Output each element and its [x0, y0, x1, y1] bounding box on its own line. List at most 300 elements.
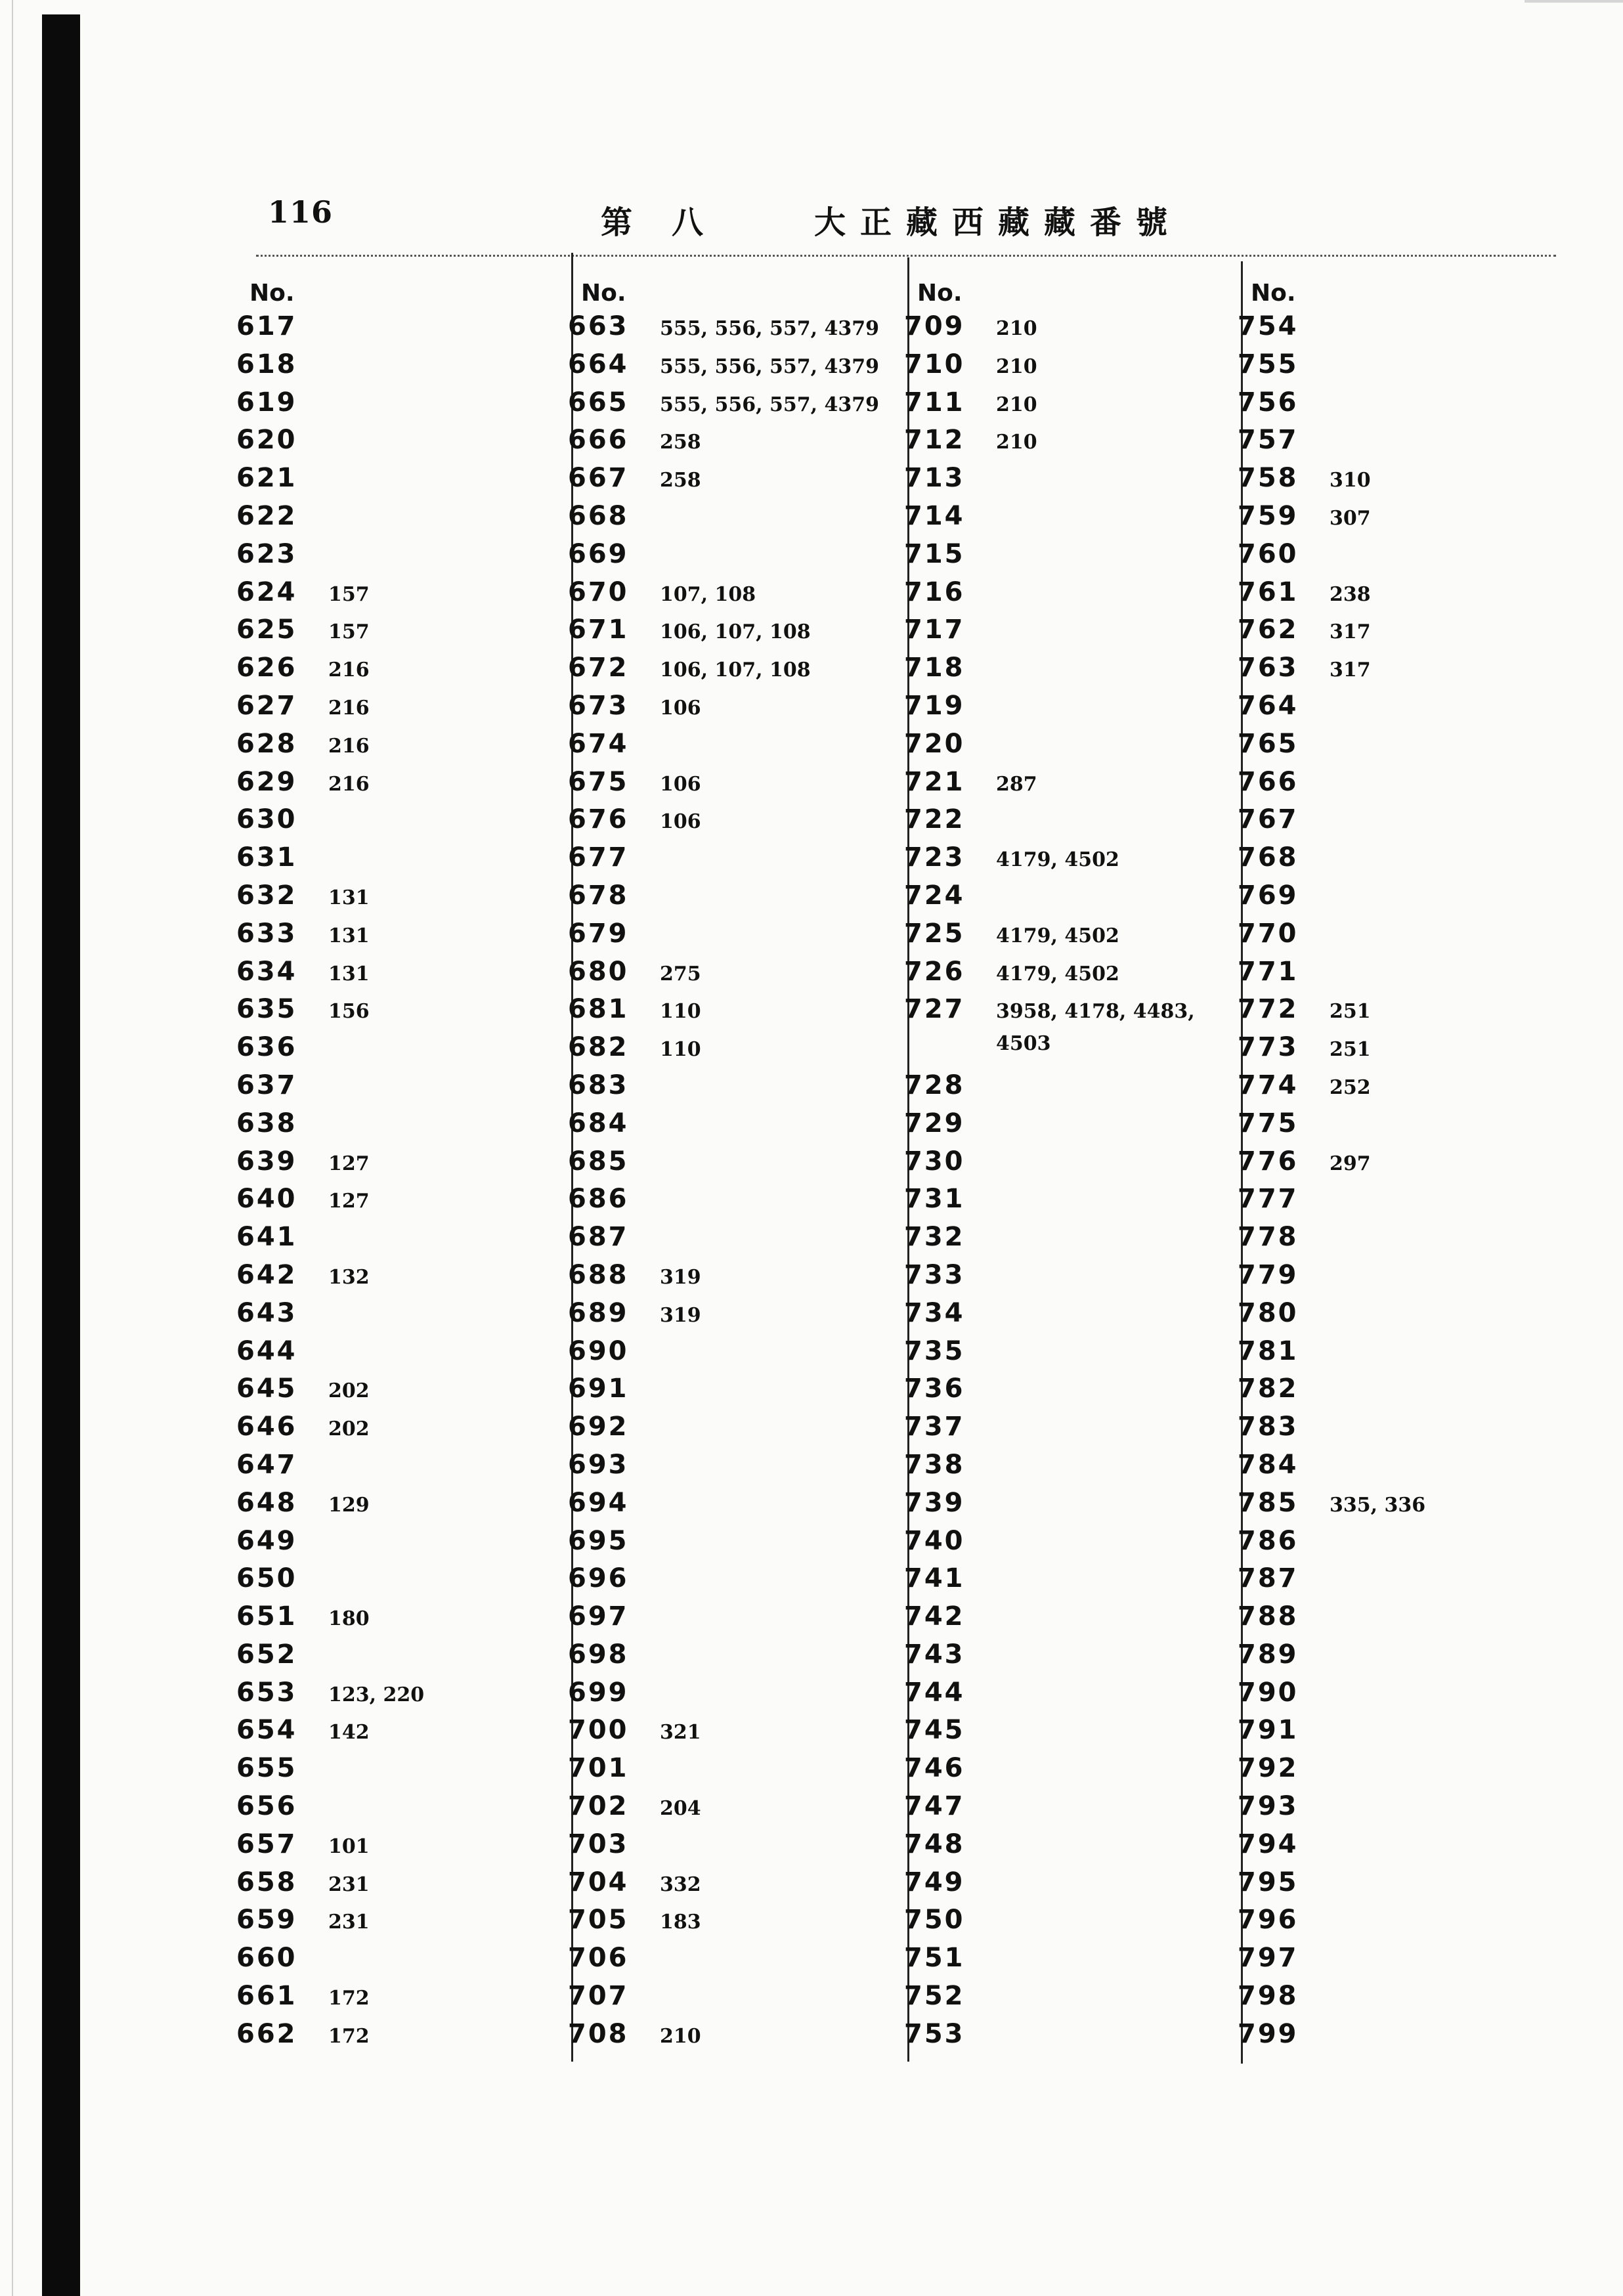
entry-number: 694: [568, 1487, 629, 1518]
entry-number: 628: [236, 728, 297, 759]
entry-number: 646: [236, 1412, 297, 1442]
entry-number: 765: [1238, 728, 1299, 759]
entry-number: 755: [1238, 349, 1299, 379]
index-entry: [568, 842, 890, 880]
index-entry: [568, 501, 890, 539]
entry-number: 684: [568, 1108, 629, 1138]
page-number: 116: [268, 194, 334, 230]
index-entry: [904, 2019, 1226, 2057]
entry-number: 782: [1238, 1374, 1299, 1404]
index-entry: [568, 1829, 890, 1867]
index-entry: [236, 1563, 558, 1601]
index-entry: [236, 463, 558, 501]
entry-number: 797: [1238, 1943, 1299, 1974]
entry-number: 636: [236, 1032, 297, 1063]
index-entry: [568, 1753, 890, 1791]
entry-references: 202: [328, 1418, 370, 1441]
index-entry: [904, 577, 1226, 615]
entry-number: 648: [236, 1487, 297, 1518]
index-entry: [568, 1070, 890, 1108]
entry-references: 106, 107, 108: [660, 659, 811, 682]
index-entry: [568, 387, 890, 425]
index-entry: [568, 539, 890, 577]
column-heading: No.: [249, 280, 295, 307]
index-entry: [904, 1715, 1226, 1753]
index-entry: [1238, 842, 1559, 880]
index-entry: [568, 1222, 890, 1260]
index-entry: [1238, 349, 1559, 387]
entry-number: 626: [236, 653, 297, 683]
index-entry: [568, 1526, 890, 1564]
entry-references: 106, 107, 108: [660, 620, 811, 644]
entry-number: 721: [904, 766, 965, 797]
index-entry: [1238, 957, 1559, 995]
entry-number: 652: [236, 1639, 297, 1670]
index-entry: [904, 957, 1226, 995]
index-entry: [568, 1450, 890, 1488]
entry-references: 335, 336: [1330, 1493, 1426, 1517]
entry-number: 710: [904, 349, 965, 379]
index-entry: [1238, 539, 1559, 577]
index-entry: [904, 501, 1226, 539]
top-edge-rule: [1525, 0, 1623, 3]
entry-number: 776: [1238, 1146, 1299, 1177]
entry-references: 132: [328, 1265, 370, 1289]
entry-number: 785: [1238, 1487, 1299, 1518]
entry-number: 729: [904, 1108, 965, 1138]
index-entry: [568, 1336, 890, 1374]
index-entry: [1238, 1829, 1559, 1867]
index-entry: [904, 1222, 1226, 1260]
index-entry: [1238, 311, 1559, 349]
entry-number: 689: [568, 1297, 629, 1328]
index-entry: [1238, 1601, 1559, 1639]
index-entry: [236, 1146, 558, 1184]
entry-number: 632: [236, 880, 297, 911]
entry-number: 753: [904, 2018, 965, 2049]
index-entry: [904, 1070, 1226, 1108]
entry-number: 796: [1238, 1905, 1299, 1936]
entry-references: 317: [1330, 659, 1371, 682]
entry-number: 698: [568, 1639, 629, 1670]
index-entry: [1238, 1905, 1559, 1943]
index-entry: [904, 1412, 1226, 1450]
entry-number: 688: [568, 1259, 629, 1290]
entry-number: 682: [568, 1032, 629, 1063]
entry-number: 747: [904, 1791, 965, 1822]
index-entry: [904, 1032, 1226, 1070]
index-entry: [904, 1943, 1226, 1981]
entry-number: 771: [1238, 956, 1299, 987]
entry-number: 704: [568, 1867, 629, 1897]
entry-references: 297: [1330, 1152, 1371, 1175]
entry-references: 129: [328, 1493, 370, 1517]
entry-references: 123, 220: [328, 1683, 425, 1706]
entry-number: 708: [568, 2018, 629, 2049]
entry-number: 657: [236, 1829, 297, 1859]
entry-references: 210: [996, 317, 1037, 340]
index-entry: [904, 1146, 1226, 1184]
index-entry: [236, 1753, 558, 1791]
index-entry: [904, 463, 1226, 501]
entry-references: 210: [660, 2024, 701, 2048]
index-entry: [904, 767, 1226, 805]
entry-number: 756: [1238, 387, 1299, 418]
entry-references: 216: [328, 696, 370, 720]
index-entry: [1238, 1715, 1559, 1753]
index-entry: [1238, 1260, 1559, 1298]
index-entry: [1238, 1753, 1559, 1791]
chapter-label: 第八: [601, 204, 743, 241]
index-entry: [236, 767, 558, 805]
index-entry: [904, 880, 1226, 919]
entry-number: 758: [1238, 463, 1299, 494]
entry-references: 202: [328, 1379, 370, 1403]
entry-number: 706: [568, 1943, 629, 1974]
entry-references: 127: [328, 1152, 370, 1175]
entry-number: 764: [1238, 690, 1299, 721]
index-entry: [568, 1601, 890, 1639]
index-entry: [904, 994, 1226, 1032]
entry-number: 675: [568, 766, 629, 797]
entry-number: 661: [236, 1981, 297, 2012]
index-entry: [904, 729, 1226, 767]
index-entry: [236, 1715, 558, 1753]
entry-number: 679: [568, 918, 629, 949]
index-entry: [568, 957, 890, 995]
index-entry: [904, 1526, 1226, 1564]
index-entry: [236, 1108, 558, 1146]
index-entry: [904, 1791, 1226, 1829]
entry-number: 790: [1238, 1677, 1299, 1708]
index-entry: [1238, 1412, 1559, 1450]
entry-references: 252: [1330, 1075, 1371, 1099]
index-entry: [236, 1412, 558, 1450]
entry-number: 767: [1238, 804, 1299, 835]
index-entry: [904, 1639, 1226, 1678]
entry-number: 701: [568, 1753, 629, 1784]
entry-number: 709: [904, 311, 965, 341]
entry-number: 788: [1238, 1601, 1299, 1632]
index-entry: [236, 1791, 558, 1829]
entry-number: 654: [236, 1715, 297, 1746]
entry-references: 251: [1330, 1038, 1371, 1062]
index-entry: [236, 1601, 558, 1639]
index-entry: [568, 691, 890, 729]
index-entry: [1238, 1450, 1559, 1488]
entry-number: 730: [904, 1146, 965, 1177]
entry-number: 671: [568, 615, 629, 645]
entry-number: 798: [1238, 1981, 1299, 2012]
entry-references: 231: [328, 1873, 370, 1896]
entry-number: 714: [904, 500, 965, 531]
index-entry: [904, 919, 1226, 957]
index-entry: [568, 1905, 890, 1943]
entry-number: 659: [236, 1905, 297, 1936]
entry-references: 319: [660, 1303, 701, 1327]
entry-number: 778: [1238, 1222, 1299, 1253]
index-entry: [904, 1981, 1226, 2019]
entry-number: 775: [1238, 1108, 1299, 1138]
index-entry: [904, 1450, 1226, 1488]
entry-number: 635: [236, 994, 297, 1025]
index-entry: [1238, 729, 1559, 767]
index-entry: [904, 804, 1226, 842]
entry-number: 748: [904, 1829, 965, 1859]
entry-number: 746: [904, 1753, 965, 1784]
entry-number: 707: [568, 1981, 629, 2012]
index-entry: [236, 1070, 558, 1108]
index-entry: [568, 804, 890, 842]
index-entry: [568, 1032, 890, 1070]
index-entry: [1238, 1791, 1559, 1829]
entry-references: 101: [328, 1834, 370, 1858]
index-entry: [904, 1108, 1226, 1146]
index-entry: [904, 1563, 1226, 1601]
entry-number: 799: [1238, 2018, 1299, 2049]
entry-number: 624: [236, 576, 297, 607]
index-entry: [1238, 1981, 1559, 2019]
entry-references: 555, 556, 557, 4379: [660, 393, 880, 416]
entry-number: 726: [904, 956, 965, 987]
entry-number: 727: [904, 994, 965, 1025]
entry-number: 669: [568, 538, 629, 569]
index-entry: [236, 1678, 558, 1716]
entry-references: 310: [1330, 469, 1371, 492]
entry-number: 638: [236, 1108, 297, 1138]
index-entry: [568, 1867, 890, 1905]
index-entry: [236, 1222, 558, 1260]
index-entry: [236, 729, 558, 767]
index-entry: [568, 1488, 890, 1526]
entry-number: 623: [236, 538, 297, 569]
index-entry: [236, 1488, 558, 1526]
entry-number: 639: [236, 1146, 297, 1177]
entry-references: 317: [1330, 620, 1371, 644]
index-entry: [568, 1260, 890, 1298]
index-entry: [568, 463, 890, 501]
entry-number: 743: [904, 1639, 965, 1670]
entry-references: 238: [1330, 582, 1371, 606]
index-entry: [568, 577, 890, 615]
index-entry: [568, 767, 890, 805]
entry-references: 110: [660, 1038, 701, 1062]
entry-number: 696: [568, 1563, 629, 1594]
entry-number: 640: [236, 1184, 297, 1215]
index-entry: [236, 349, 558, 387]
entry-number: 752: [904, 1981, 965, 2012]
entry-number: 742: [904, 1601, 965, 1632]
entry-number: 772: [1238, 994, 1299, 1025]
index-entry: [904, 1678, 1226, 1716]
index-entry: [1238, 577, 1559, 615]
entry-references: 258: [660, 431, 701, 454]
entry-number: 766: [1238, 766, 1299, 797]
index-entry: [904, 539, 1226, 577]
index-entry: [904, 1753, 1226, 1791]
entry-number: 715: [904, 538, 965, 569]
entry-references: 275: [660, 962, 701, 986]
entry-number: 658: [236, 1867, 297, 1897]
entry-references: 110: [660, 1000, 701, 1024]
binding-shadow-bar: [42, 14, 80, 2296]
index-entry: [236, 1374, 558, 1412]
entry-number: 781: [1238, 1335, 1299, 1366]
index-entry: [1238, 767, 1559, 805]
entry-number: 780: [1238, 1297, 1299, 1328]
index-entry: [1238, 615, 1559, 653]
index-entry: [236, 691, 558, 729]
entry-number: 677: [568, 842, 629, 873]
entry-references: 210: [996, 393, 1037, 416]
index-entry: [1238, 1108, 1559, 1146]
index-entry: [568, 1639, 890, 1678]
entry-number: 723: [904, 842, 965, 873]
index-entry: [568, 1563, 890, 1601]
index-entry: [568, 1412, 890, 1450]
entry-number: 737: [904, 1412, 965, 1442]
entry-references: 106: [660, 810, 701, 834]
index-column-1: [236, 276, 558, 2057]
index-entry: [236, 957, 558, 995]
index-column-4: [1238, 276, 1559, 2057]
entry-references: 555, 556, 557, 4379: [660, 317, 880, 340]
index-entry: [904, 653, 1226, 691]
entry-number: 637: [236, 1070, 297, 1100]
entry-references: 4179, 4502: [996, 924, 1119, 947]
index-entry: [236, 425, 558, 463]
index-entry: [1238, 1298, 1559, 1336]
entry-number: 621: [236, 463, 297, 494]
index-entry: [1238, 1867, 1559, 1905]
entry-number: 660: [236, 1943, 297, 1974]
index-entry: [568, 880, 890, 919]
index-entry: [568, 615, 890, 653]
index-entry: [1238, 463, 1559, 501]
entry-number: 619: [236, 387, 297, 418]
entry-number: 664: [568, 349, 629, 379]
index-entry: [236, 1450, 558, 1488]
entry-references: 210: [996, 431, 1037, 454]
index-entry: [236, 1829, 558, 1867]
entry-number: 741: [904, 1563, 965, 1594]
index-entry: [904, 1829, 1226, 1867]
index-entry: [904, 1867, 1226, 1905]
entry-references: 321: [660, 1721, 701, 1744]
index-entry: [1238, 1943, 1559, 1981]
entry-references: 4179, 4502: [996, 848, 1119, 872]
entry-references: 157: [328, 582, 370, 606]
index-entry: [1238, 387, 1559, 425]
entry-number: 712: [904, 425, 965, 456]
entry-number: 759: [1238, 500, 1299, 531]
entry-number: 719: [904, 690, 965, 721]
index-entry: [1238, 994, 1559, 1032]
entry-number: 745: [904, 1715, 965, 1746]
entry-number: 795: [1238, 1867, 1299, 1897]
entry-number: 633: [236, 918, 297, 949]
index-entry: [568, 1715, 890, 1753]
index-entry: [236, 1260, 558, 1298]
index-entry: [236, 842, 558, 880]
index-column-3: [904, 276, 1226, 2057]
entry-number: 789: [1238, 1639, 1299, 1670]
entry-references: 555, 556, 557, 4379: [660, 355, 880, 378]
entry-number: 627: [236, 690, 297, 721]
entry-number: 792: [1238, 1753, 1299, 1784]
entry-number: 685: [568, 1146, 629, 1177]
entry-number: 687: [568, 1222, 629, 1253]
index-entry: [904, 1374, 1226, 1412]
entry-number: 722: [904, 804, 965, 835]
index-entry: [1238, 1526, 1559, 1564]
entry-references: 4179, 4502: [996, 962, 1119, 986]
index-entry: [1238, 691, 1559, 729]
entry-references: 172: [328, 1987, 370, 2010]
index-entry: [904, 349, 1226, 387]
entry-number: 733: [904, 1259, 965, 1290]
entry-number: 794: [1238, 1829, 1299, 1859]
entry-number: 697: [568, 1601, 629, 1632]
index-entry: [236, 1639, 558, 1678]
entry-number: 720: [904, 728, 965, 759]
entry-number: 641: [236, 1222, 297, 1253]
entry-number: 618: [236, 349, 297, 379]
index-entry: [1238, 425, 1559, 463]
entry-references: 131: [328, 962, 370, 986]
index-entry: [1238, 1146, 1559, 1184]
entry-number: 653: [236, 1677, 297, 1708]
entry-references: 258: [660, 469, 701, 492]
index-entry: [236, 1905, 558, 1943]
column-heading: No.: [1251, 280, 1296, 307]
index-entry: [568, 1943, 890, 1981]
entry-number: 784: [1238, 1449, 1299, 1480]
entry-references: 157: [328, 620, 370, 644]
index-entry: [568, 653, 890, 691]
entry-references: 216: [328, 659, 370, 682]
index-entry: [904, 1260, 1226, 1298]
index-entry: [1238, 1070, 1559, 1108]
entry-number: 754: [1238, 311, 1299, 341]
index-entry: [1238, 1639, 1559, 1678]
index-entry: [236, 1526, 558, 1564]
index-entry: [236, 615, 558, 653]
entry-references: 106: [660, 696, 701, 720]
index-column-2: [568, 276, 890, 2057]
index-entry: [1238, 1184, 1559, 1222]
index-entry: [1238, 1488, 1559, 1526]
entry-number: 739: [904, 1487, 965, 1518]
index-entry: [568, 1791, 890, 1829]
index-entry: [236, 1184, 558, 1222]
index-entry: [236, 387, 558, 425]
entry-number: 700: [568, 1715, 629, 1746]
index-entry: [904, 615, 1226, 653]
entry-number: 672: [568, 653, 629, 683]
index-entry: [568, 994, 890, 1032]
index-entry: [568, 1298, 890, 1336]
index-entry: [236, 1298, 558, 1336]
entry-references: 3958, 4178, 4483,: [996, 1000, 1195, 1024]
entry-references: 183: [660, 1911, 701, 1934]
section-title: 大正藏西藏藏番號: [814, 204, 1182, 241]
index-entry: [1238, 1336, 1559, 1374]
index-entry: [904, 311, 1226, 349]
entry-number: 649: [236, 1525, 297, 1556]
entry-number: 705: [568, 1905, 629, 1936]
index-entry: [568, 1374, 890, 1412]
